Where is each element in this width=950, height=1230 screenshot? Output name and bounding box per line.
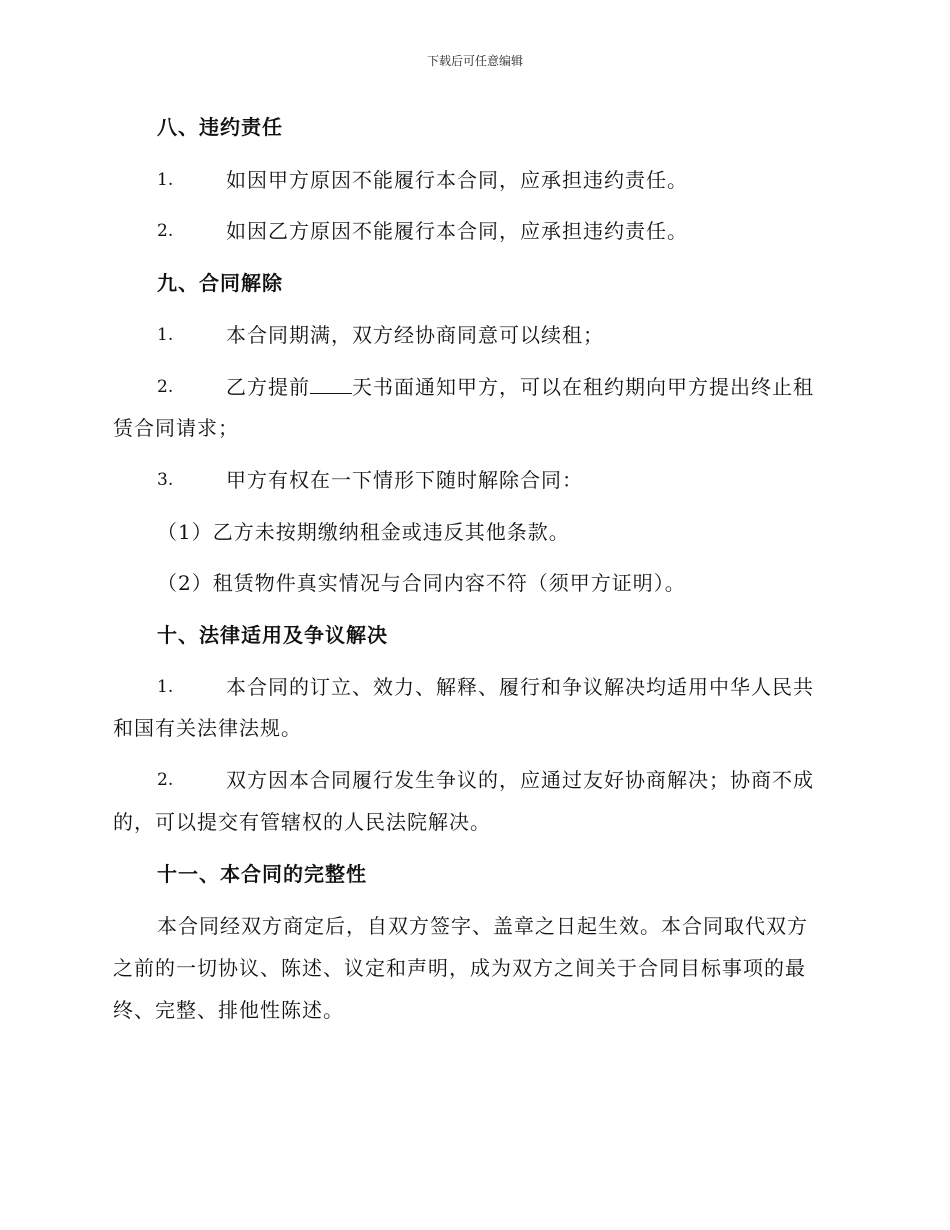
s11-paragraph-line-3: 终、完整、排他性陈述。 (113, 998, 344, 1022)
s11-paragraph-line-2: 之前的一切协议、陈述、议定和声明，成为双方之间关于合同目标事项的最 (113, 956, 806, 980)
s10-item-1-line-1: 本合同的订立、效力、解释、履行和争议解决均适用中华人民共 (226, 675, 814, 699)
s9-item-2-post-blank: 天书面通知甲方，可以在租约期向甲方提出终止租 (352, 375, 814, 399)
s10-item-2-line-1: 双方因本合同履行发生争议的，应通过友好协商解决；协商不成 (226, 768, 814, 792)
page-header: 下载后可任意编辑 (426, 54, 523, 68)
s10-item-1-number: 1. (157, 677, 174, 697)
s9-item-2-line-2: 赁合同请求； (113, 416, 239, 440)
s10-item-2-number: 2. (157, 770, 174, 790)
fill-in-blank-days[interactable] (310, 375, 352, 394)
s9-item-2-number: 2. (157, 377, 174, 397)
s8-item-1-number: 1. (157, 170, 174, 190)
section-10-title: 十、法律适用及争议解决 (157, 623, 388, 647)
section-9-title: 九、合同解除 (157, 271, 283, 295)
s11-paragraph-line-1: 本合同经双方商定后，自双方签字、盖章之日起生效。本合同取代双方 (157, 914, 808, 938)
section-11-title: 十一、本合同的完整性 (157, 862, 367, 886)
section-8-title: 八、违约责任 (157, 115, 283, 139)
s10-item-1-line-2: 和国有关法律法规。 (113, 716, 302, 740)
s9-item-1-number: 1. (157, 325, 174, 345)
s9-item-3-text: 甲方有权在一下情形下随时解除合同： (226, 468, 583, 492)
s9-sub-item-1: （1）乙方未按期缴纳租金或违反其他条款。 (157, 520, 570, 544)
s9-item-3-number: 3. (157, 470, 174, 490)
s9-item-1-text: 本合同期满，双方经协商同意可以续租； (226, 323, 604, 347)
s8-item-1-text: 如因甲方原因不能履行本合同，应承担违约责任。 (226, 168, 688, 192)
s9-sub-item-2: （2）租赁物件真实情况与合同内容不符（须甲方证明）。 (157, 571, 686, 595)
s9-item-2-line-1 (226, 375, 814, 399)
s10-item-2-line-2: 的，可以提交有管辖权的人民法院解决。 (113, 810, 491, 834)
s8-item-2-number: 2. (157, 221, 174, 241)
s9-item-2-pre-blank: 乙方提前 (226, 375, 310, 399)
s8-item-2-text: 如因乙方原因不能履行本合同，应承担违约责任。 (226, 219, 688, 243)
